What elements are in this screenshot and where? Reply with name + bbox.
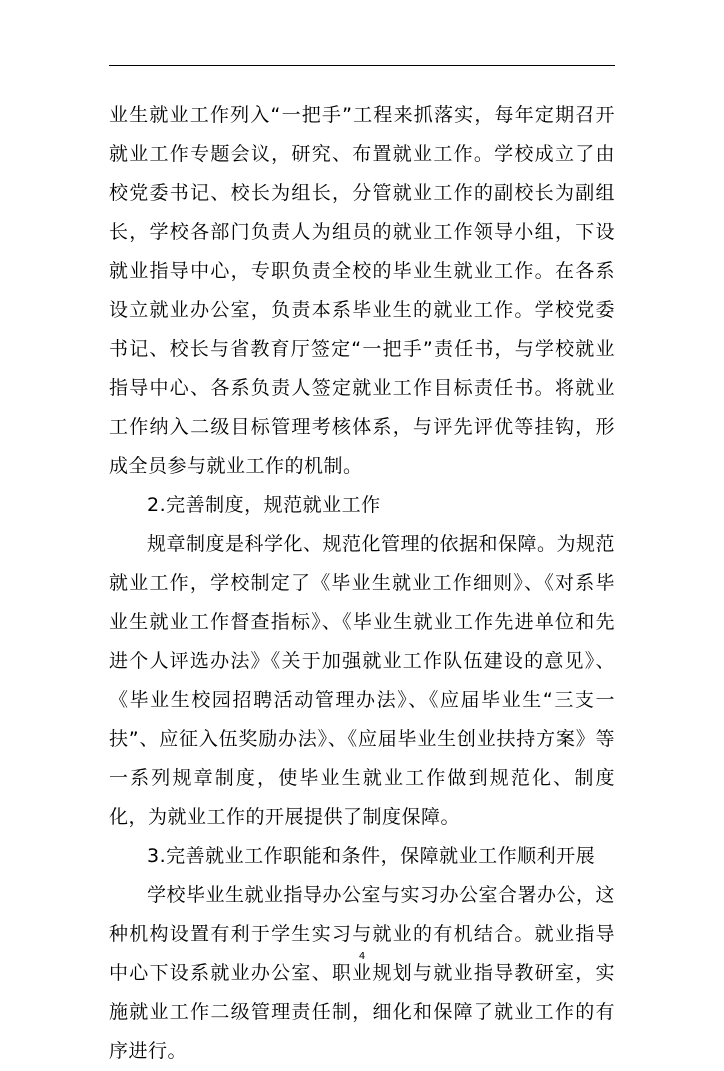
paragraph-regulations: 规章制度是科学化、规范化管理的依据和保障。为规范就业工作，学校制定了《毕业生就业工作细则》、《对系毕业生就业工作督查指标》、《毕业生就业工作先进单位和先进个人评选办法》《关于加强就业工作队伍建设的意见》、《毕业生校园招聘活动管理办法》、《应届毕业生“三支一扶”、应征入伍奖励办法》、《应届毕业生创业扶持方案》等一系列规章制度，使毕业生就业工作做到规范化、制度化，为就业工作的开展提供了制度保障。 [109, 533, 616, 828]
section-heading-2: 2.完善制度，规范就业工作 [147, 494, 381, 516]
header-rule [109, 65, 615, 66]
paragraph-office: 学校毕业生就业指导办公室与实习办公室合署办公，这种机构设置有利于学生实习与就业的有机结合。就业指导中心下设系就业办公室、职业规划与就业指导教研室，实施就业工作二级管理责任制，细化和保障了就业工作的有序进行。 [109, 884, 616, 1062]
document-body [109, 96, 615, 1071]
page-number: 4 [358, 951, 366, 962]
section-heading-3: 3.完善就业工作职能和条件，保障就业工作顺利开展 [147, 845, 596, 867]
paragraph-continuation: 业生就业工作列入“一把手”工程来抓落实，每年定期召开就业工作专题会议，研究、布置就业工作。学校成立了由校党委书记、校长为组长，分管就业工作的副校长为副组长，学校各部门负责人为组员的就业工作领导小组，下设就业指导中心，专职负责全校的毕业生就业工作。在各系设立就业办公室，负责本系毕业生的就业工作。学校党委书记、校长与省教育厅签定“一把手”责任书，与学校就业指导中心、各系负责人签定就业工作目标责任书。将就业工作纳入二级目标管理考核体系，与评先评优等挂钩，形成全员参与就业工作的机制。 [109, 104, 615, 477]
